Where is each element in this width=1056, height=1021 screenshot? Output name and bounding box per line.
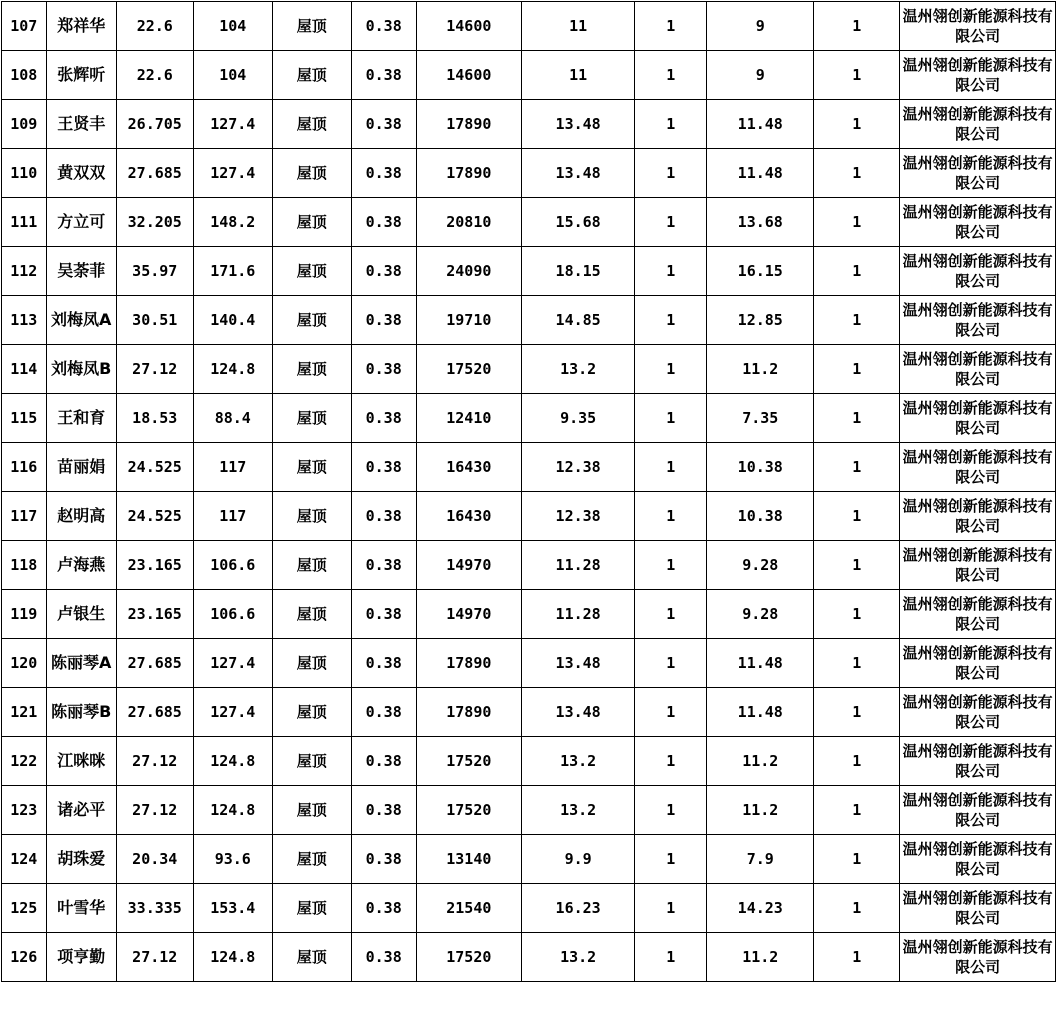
generation-cell: 12410: [416, 394, 521, 443]
row-number-cell: 108: [2, 51, 47, 100]
value-col10-cell: 1: [814, 688, 900, 737]
area-cell: 127.4: [193, 149, 272, 198]
capacity-cell: 27.685: [116, 639, 193, 688]
value-col7-cell: 13.2: [522, 737, 635, 786]
row-number-cell: 117: [2, 492, 47, 541]
install-type-cell: 屋顶: [272, 933, 351, 982]
name-cell: 胡珠爱: [46, 835, 116, 884]
table-row: [2, 198, 1056, 247]
voltage-cell: 0.38: [351, 394, 416, 443]
value-col7-cell: 9.9: [522, 835, 635, 884]
capacity-cell: 30.51: [116, 296, 193, 345]
table-row: [2, 296, 1056, 345]
voltage-cell: 0.38: [351, 296, 416, 345]
table-row: [2, 51, 1056, 100]
generation-cell: 17520: [416, 933, 521, 982]
value-col7-cell: 13.48: [522, 688, 635, 737]
row-number-cell: 123: [2, 786, 47, 835]
generation-cell: 16430: [416, 492, 521, 541]
value-col7-cell: 15.68: [522, 198, 635, 247]
generation-cell: 21540: [416, 884, 521, 933]
name-cell: 黄双双: [46, 149, 116, 198]
value-col9-cell: 9.28: [707, 590, 814, 639]
row-number-cell: 118: [2, 541, 47, 590]
install-type-cell: 屋顶: [272, 590, 351, 639]
value-col8-cell: 1: [635, 786, 707, 835]
value-col10-cell: 1: [814, 345, 900, 394]
row-number-cell: 115: [2, 394, 47, 443]
value-col10-cell: 1: [814, 639, 900, 688]
value-col9-cell: 11.2: [707, 933, 814, 982]
install-type-cell: 屋顶: [272, 541, 351, 590]
row-number-cell: 113: [2, 296, 47, 345]
company-cell: 温州翎创新能源科技有限公司: [900, 345, 1056, 394]
value-col9-cell: 14.23: [707, 884, 814, 933]
capacity-cell: 20.34: [116, 835, 193, 884]
value-col8-cell: 1: [635, 198, 707, 247]
value-col8-cell: 1: [635, 884, 707, 933]
value-col7-cell: 11: [522, 51, 635, 100]
name-cell: 项亨勤: [46, 933, 116, 982]
table-row: [2, 345, 1056, 394]
capacity-cell: 27.12: [116, 786, 193, 835]
area-cell: 124.8: [193, 737, 272, 786]
name-cell: 陈丽琴B: [46, 688, 116, 737]
generation-cell: 24090: [416, 247, 521, 296]
voltage-cell: 0.38: [351, 933, 416, 982]
install-type-cell: 屋顶: [272, 100, 351, 149]
name-cell: 诸必平: [46, 786, 116, 835]
capacity-cell: 22.6: [116, 2, 193, 51]
table-row: [2, 247, 1056, 296]
capacity-cell: 27.12: [116, 737, 193, 786]
value-col7-cell: 13.2: [522, 933, 635, 982]
company-cell: 温州翎创新能源科技有限公司: [900, 541, 1056, 590]
area-cell: 124.8: [193, 345, 272, 394]
value-col9-cell: 7.9: [707, 835, 814, 884]
voltage-cell: 0.38: [351, 198, 416, 247]
row-number-cell: 111: [2, 198, 47, 247]
name-cell: 王和育: [46, 394, 116, 443]
table-row: [2, 737, 1056, 786]
row-number-cell: 119: [2, 590, 47, 639]
value-col7-cell: 11: [522, 2, 635, 51]
value-col10-cell: 1: [814, 835, 900, 884]
value-col7-cell: 18.15: [522, 247, 635, 296]
value-col7-cell: 13.48: [522, 100, 635, 149]
value-col9-cell: 10.38: [707, 492, 814, 541]
row-number-cell: 116: [2, 443, 47, 492]
company-cell: 温州翎创新能源科技有限公司: [900, 394, 1056, 443]
area-cell: 104: [193, 2, 272, 51]
area-cell: 106.6: [193, 541, 272, 590]
install-type-cell: 屋顶: [272, 247, 351, 296]
capacity-cell: 27.685: [116, 149, 193, 198]
company-cell: 温州翎创新能源科技有限公司: [900, 51, 1056, 100]
row-number-cell: 112: [2, 247, 47, 296]
company-cell: 温州翎创新能源科技有限公司: [900, 198, 1056, 247]
area-cell: 153.4: [193, 884, 272, 933]
value-col9-cell: 16.15: [707, 247, 814, 296]
value-col10-cell: 1: [814, 737, 900, 786]
area-cell: 127.4: [193, 639, 272, 688]
install-type-cell: 屋顶: [272, 639, 351, 688]
value-col9-cell: 11.2: [707, 345, 814, 394]
install-type-cell: 屋顶: [272, 149, 351, 198]
generation-cell: 16430: [416, 443, 521, 492]
capacity-cell: 23.165: [116, 541, 193, 590]
company-cell: 温州翎创新能源科技有限公司: [900, 639, 1056, 688]
company-cell: 温州翎创新能源科技有限公司: [900, 737, 1056, 786]
voltage-cell: 0.38: [351, 737, 416, 786]
area-cell: 88.4: [193, 394, 272, 443]
value-col9-cell: 11.2: [707, 737, 814, 786]
install-type-cell: 屋顶: [272, 345, 351, 394]
company-cell: 温州翎创新能源科技有限公司: [900, 590, 1056, 639]
value-col10-cell: 1: [814, 247, 900, 296]
generation-cell: 17520: [416, 737, 521, 786]
project-table: [1, 1, 1056, 982]
name-cell: 赵明高: [46, 492, 116, 541]
table-row: [2, 884, 1056, 933]
value-col9-cell: 7.35: [707, 394, 814, 443]
value-col10-cell: 1: [814, 296, 900, 345]
voltage-cell: 0.38: [351, 688, 416, 737]
name-cell: 卢银生: [46, 590, 116, 639]
voltage-cell: 0.38: [351, 443, 416, 492]
area-cell: 127.4: [193, 688, 272, 737]
row-number-cell: 109: [2, 100, 47, 149]
value-col10-cell: 1: [814, 51, 900, 100]
value-col8-cell: 1: [635, 394, 707, 443]
voltage-cell: 0.38: [351, 590, 416, 639]
row-number-cell: 121: [2, 688, 47, 737]
capacity-cell: 22.6: [116, 51, 193, 100]
value-col8-cell: 1: [635, 737, 707, 786]
value-col10-cell: 1: [814, 492, 900, 541]
capacity-cell: 35.97: [116, 247, 193, 296]
company-cell: 温州翎创新能源科技有限公司: [900, 149, 1056, 198]
value-col8-cell: 1: [635, 100, 707, 149]
value-col8-cell: 1: [635, 541, 707, 590]
value-col10-cell: 1: [814, 590, 900, 639]
table-row: [2, 443, 1056, 492]
name-cell: 江咪咪: [46, 737, 116, 786]
voltage-cell: 0.38: [351, 541, 416, 590]
company-cell: 温州翎创新能源科技有限公司: [900, 688, 1056, 737]
capacity-cell: 33.335: [116, 884, 193, 933]
company-cell: 温州翎创新能源科技有限公司: [900, 786, 1056, 835]
capacity-cell: 18.53: [116, 394, 193, 443]
value-col7-cell: 13.48: [522, 639, 635, 688]
table-row: [2, 2, 1056, 51]
install-type-cell: 屋顶: [272, 884, 351, 933]
generation-cell: 19710: [416, 296, 521, 345]
value-col9-cell: 11.2: [707, 786, 814, 835]
capacity-cell: 24.525: [116, 492, 193, 541]
area-cell: 104: [193, 51, 272, 100]
value-col7-cell: 16.23: [522, 884, 635, 933]
generation-cell: 17520: [416, 786, 521, 835]
value-col10-cell: 1: [814, 884, 900, 933]
voltage-cell: 0.38: [351, 2, 416, 51]
name-cell: 叶雪华: [46, 884, 116, 933]
install-type-cell: 屋顶: [272, 786, 351, 835]
value-col7-cell: 12.38: [522, 492, 635, 541]
value-col9-cell: 11.48: [707, 639, 814, 688]
value-col8-cell: 1: [635, 247, 707, 296]
value-col10-cell: 1: [814, 100, 900, 149]
name-cell: 郑祥华: [46, 2, 116, 51]
capacity-cell: 26.705: [116, 100, 193, 149]
table-row: [2, 149, 1056, 198]
value-col8-cell: 1: [635, 345, 707, 394]
company-cell: 温州翎创新能源科技有限公司: [900, 100, 1056, 149]
generation-cell: 20810: [416, 198, 521, 247]
company-cell: 温州翎创新能源科技有限公司: [900, 835, 1056, 884]
company-cell: 温州翎创新能源科技有限公司: [900, 2, 1056, 51]
value-col8-cell: 1: [635, 51, 707, 100]
table-row: [2, 933, 1056, 982]
table-row: [2, 100, 1056, 149]
install-type-cell: 屋顶: [272, 492, 351, 541]
area-cell: 117: [193, 492, 272, 541]
value-col7-cell: 11.28: [522, 590, 635, 639]
voltage-cell: 0.38: [351, 51, 416, 100]
voltage-cell: 0.38: [351, 247, 416, 296]
row-number-cell: 114: [2, 345, 47, 394]
value-col7-cell: 13.2: [522, 345, 635, 394]
voltage-cell: 0.38: [351, 149, 416, 198]
company-cell: 温州翎创新能源科技有限公司: [900, 443, 1056, 492]
voltage-cell: 0.38: [351, 786, 416, 835]
value-col8-cell: 1: [635, 933, 707, 982]
value-col7-cell: 9.35: [522, 394, 635, 443]
capacity-cell: 24.525: [116, 443, 193, 492]
install-type-cell: 屋顶: [272, 198, 351, 247]
value-col7-cell: 13.48: [522, 149, 635, 198]
value-col9-cell: 13.68: [707, 198, 814, 247]
table-row: [2, 492, 1056, 541]
generation-cell: 17520: [416, 345, 521, 394]
value-col8-cell: 1: [635, 149, 707, 198]
value-col8-cell: 1: [635, 590, 707, 639]
name-cell: 刘梅凤A: [46, 296, 116, 345]
company-cell: 温州翎创新能源科技有限公司: [900, 492, 1056, 541]
row-number-cell: 122: [2, 737, 47, 786]
generation-cell: 17890: [416, 639, 521, 688]
value-col10-cell: 1: [814, 933, 900, 982]
area-cell: 127.4: [193, 100, 272, 149]
value-col7-cell: 14.85: [522, 296, 635, 345]
capacity-cell: 23.165: [116, 590, 193, 639]
value-col7-cell: 12.38: [522, 443, 635, 492]
name-cell: 卢海燕: [46, 541, 116, 590]
row-number-cell: 124: [2, 835, 47, 884]
area-cell: 148.2: [193, 198, 272, 247]
table-row: [2, 786, 1056, 835]
install-type-cell: 屋顶: [272, 51, 351, 100]
value-col7-cell: 11.28: [522, 541, 635, 590]
value-col9-cell: 11.48: [707, 100, 814, 149]
value-col8-cell: 1: [635, 639, 707, 688]
voltage-cell: 0.38: [351, 345, 416, 394]
capacity-cell: 27.685: [116, 688, 193, 737]
area-cell: 124.8: [193, 786, 272, 835]
value-col10-cell: 1: [814, 786, 900, 835]
area-cell: 106.6: [193, 590, 272, 639]
row-number-cell: 107: [2, 2, 47, 51]
name-cell: 刘梅凤B: [46, 345, 116, 394]
value-col9-cell: 11.48: [707, 149, 814, 198]
value-col8-cell: 1: [635, 296, 707, 345]
name-cell: 张辉听: [46, 51, 116, 100]
generation-cell: 17890: [416, 149, 521, 198]
table-row: [2, 688, 1056, 737]
area-cell: 117: [193, 443, 272, 492]
value-col8-cell: 1: [635, 492, 707, 541]
capacity-cell: 27.12: [116, 345, 193, 394]
value-col9-cell: 9: [707, 51, 814, 100]
generation-cell: 14970: [416, 590, 521, 639]
value-col8-cell: 1: [635, 2, 707, 51]
install-type-cell: 屋顶: [272, 835, 351, 884]
generation-cell: 17890: [416, 100, 521, 149]
area-cell: 93.6: [193, 835, 272, 884]
install-type-cell: 屋顶: [272, 737, 351, 786]
table-row: [2, 590, 1056, 639]
table-row: [2, 541, 1056, 590]
value-col9-cell: 9.28: [707, 541, 814, 590]
area-cell: 140.4: [193, 296, 272, 345]
value-col10-cell: 1: [814, 394, 900, 443]
value-col9-cell: 12.85: [707, 296, 814, 345]
value-col10-cell: 1: [814, 198, 900, 247]
install-type-cell: 屋顶: [272, 443, 351, 492]
row-number-cell: 126: [2, 933, 47, 982]
name-cell: 方立可: [46, 198, 116, 247]
value-col8-cell: 1: [635, 688, 707, 737]
name-cell: 陈丽琴A: [46, 639, 116, 688]
voltage-cell: 0.38: [351, 639, 416, 688]
generation-cell: 14600: [416, 2, 521, 51]
value-col9-cell: 9: [707, 2, 814, 51]
value-col10-cell: 1: [814, 2, 900, 51]
table-row: [2, 394, 1056, 443]
voltage-cell: 0.38: [351, 492, 416, 541]
name-cell: 吴荼菲: [46, 247, 116, 296]
voltage-cell: 0.38: [351, 884, 416, 933]
install-type-cell: 屋顶: [272, 688, 351, 737]
row-number-cell: 120: [2, 639, 47, 688]
table-row: [2, 835, 1056, 884]
name-cell: 王贤丰: [46, 100, 116, 149]
voltage-cell: 0.38: [351, 835, 416, 884]
table-row: [2, 639, 1056, 688]
company-cell: 温州翎创新能源科技有限公司: [900, 933, 1056, 982]
row-number-cell: 125: [2, 884, 47, 933]
install-type-cell: 屋顶: [272, 296, 351, 345]
generation-cell: 17890: [416, 688, 521, 737]
name-cell: 苗丽娟: [46, 443, 116, 492]
row-number-cell: 110: [2, 149, 47, 198]
install-type-cell: 屋顶: [272, 2, 351, 51]
capacity-cell: 32.205: [116, 198, 193, 247]
area-cell: 171.6: [193, 247, 272, 296]
value-col10-cell: 1: [814, 149, 900, 198]
capacity-cell: 27.12: [116, 933, 193, 982]
value-col8-cell: 1: [635, 443, 707, 492]
generation-cell: 13140: [416, 835, 521, 884]
voltage-cell: 0.38: [351, 100, 416, 149]
company-cell: 温州翎创新能源科技有限公司: [900, 247, 1056, 296]
value-col9-cell: 10.38: [707, 443, 814, 492]
generation-cell: 14600: [416, 51, 521, 100]
area-cell: 124.8: [193, 933, 272, 982]
value-col7-cell: 13.2: [522, 786, 635, 835]
company-cell: 温州翎创新能源科技有限公司: [900, 296, 1056, 345]
value-col9-cell: 11.48: [707, 688, 814, 737]
value-col10-cell: 1: [814, 541, 900, 590]
install-type-cell: 屋顶: [272, 394, 351, 443]
value-col8-cell: 1: [635, 835, 707, 884]
generation-cell: 14970: [416, 541, 521, 590]
value-col10-cell: 1: [814, 443, 900, 492]
company-cell: 温州翎创新能源科技有限公司: [900, 884, 1056, 933]
